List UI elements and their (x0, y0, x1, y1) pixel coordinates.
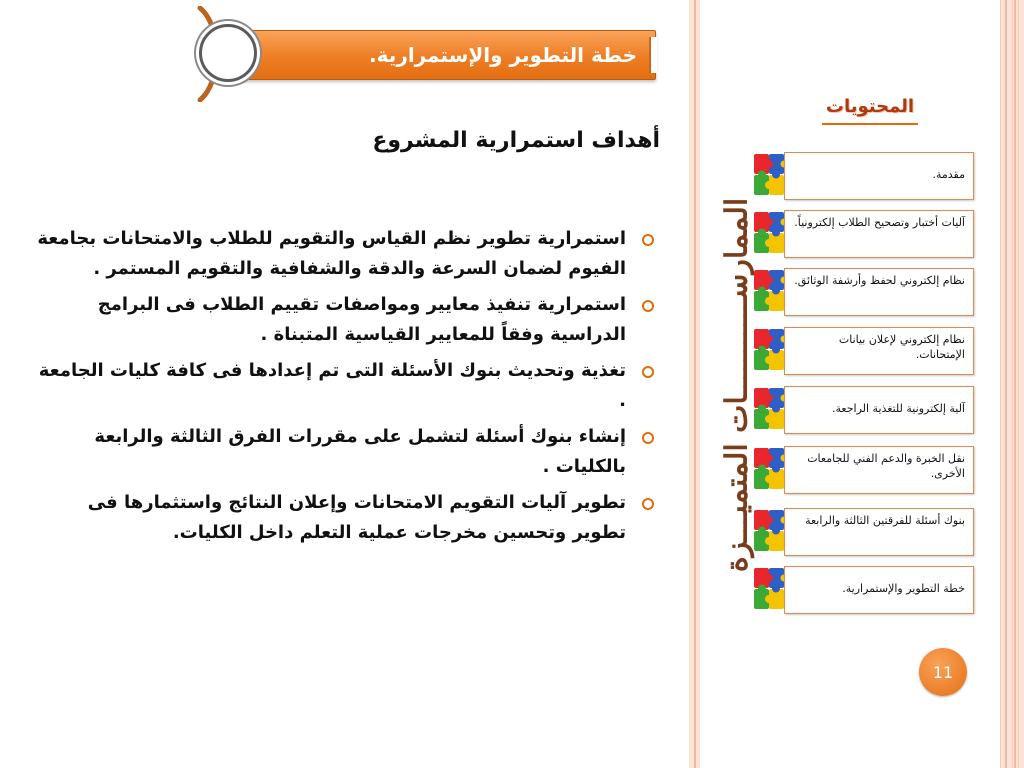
sidebar-item-e-exams[interactable] (752, 210, 974, 258)
puzzle-icon (752, 210, 788, 256)
sidebar-item-label: خطة التطوير والإستمرارية. (842, 582, 965, 595)
puzzle-icon (752, 566, 788, 612)
circle-bullet-icon (642, 234, 654, 246)
sidebar-item-feedback[interactable] (752, 386, 974, 434)
list-item-text: إنشاء بنوك أسئلة لتشمل على مقررات الفرق الثالثة والرابعة بالكليات . (94, 426, 626, 477)
title-banner (232, 30, 656, 80)
circle-bullet-icon (642, 432, 654, 444)
sidebar-item-label: آليات أختبار وتصحيح الطلاب إلكترونياً. (794, 216, 965, 229)
objectives-list (30, 224, 656, 554)
title-circle-ornament (199, 24, 257, 82)
banner-notch (649, 37, 657, 73)
stripe-divider-edge (1014, 0, 1016, 768)
puzzle-icon (752, 508, 788, 554)
circle-bullet-icon (642, 366, 654, 378)
sidebar-item-question-banks[interactable] (752, 508, 974, 556)
sidebar-item-box (784, 268, 974, 316)
sidebar-item-box (784, 508, 974, 556)
sidebar-item-box (784, 152, 974, 200)
vertical-title-text: الممارســـــــــــات المتميـــزة (719, 197, 755, 573)
puzzle-icon (752, 386, 788, 432)
sidebar-item-box (784, 210, 974, 258)
sidebar-item-archiving[interactable] (752, 268, 974, 316)
list-item (30, 488, 656, 548)
stripe-divider-right (1005, 0, 1007, 768)
sidebar-item-box (784, 327, 974, 375)
vertical-title (719, 80, 755, 690)
sidebar-item-box (784, 566, 974, 614)
sidebar-item-introduction[interactable] (752, 152, 974, 200)
banner-title: خطة التطوير والإستمرارية. (369, 43, 637, 67)
sidebar-item-label: بنوك أسئلة للفرقتين الثالثة والرابعة (805, 514, 965, 527)
content-heading: أهداف استمرارية المشروع (372, 128, 660, 153)
page-number: 11 (919, 648, 967, 696)
sidebar-item-development-plan[interactable] (752, 566, 974, 614)
list-item-text: استمرارية تطوير نظم القياس والتقويم للطلاب والامتحانات بجامعة الفيوم لضمان السرعة والدقة والشفافية والتقويم المستمر . (37, 228, 626, 279)
list-item-text: استمرارية تنفيذ معايير ومواصفات تقييم الطلاب فى البرامج الدراسية وفقاً للمعايير القياسية المتبناة . (97, 294, 626, 345)
list-item (30, 290, 656, 350)
sidebar-item-label: نقل الخبرة والدعم الفني للجامعات الأخرى. (807, 452, 965, 480)
sidebar-item-box (784, 386, 974, 434)
sidebar-item-box (784, 446, 974, 494)
puzzle-icon (752, 446, 788, 492)
puzzle-icon (752, 152, 788, 198)
sidebar-item-expertise-transfer[interactable] (752, 446, 974, 494)
puzzle-icon (752, 327, 788, 373)
sidebar-item-label: مقدمة. (932, 168, 965, 181)
contents-underline (822, 123, 918, 125)
circle-bullet-icon (642, 300, 654, 312)
sidebar-item-label: نظام إلكتروني لحفظ وأرشفة الوثائق. (794, 274, 965, 287)
list-item (30, 356, 656, 416)
list-item-text: تغذية وتحديث بنوك الأسئلة التى تم إعدادها فى كافة كليات الجامعة . (38, 360, 626, 411)
sidebar-item-label: آلية إلكترونية للتغذية الراجعة. (832, 402, 965, 415)
list-item-text: تطوير آليات التقويم الامتحانات وإعلان النتائج واستثمارها فى تطوير وتحسين مخرجات عملية التعلم داخل الكليات. (87, 492, 626, 543)
list-item (30, 422, 656, 482)
list-item (30, 224, 656, 284)
stripe-divider-left (694, 0, 696, 768)
circle-bullet-icon (642, 498, 654, 510)
sidebar-item-exam-announcements[interactable] (752, 327, 974, 375)
sidebar-item-label: نظام إلكتروني لإعلان بيانات الإمتحانات. (838, 333, 965, 361)
contents-title: المحتويات (825, 96, 915, 117)
puzzle-icon (752, 268, 788, 314)
